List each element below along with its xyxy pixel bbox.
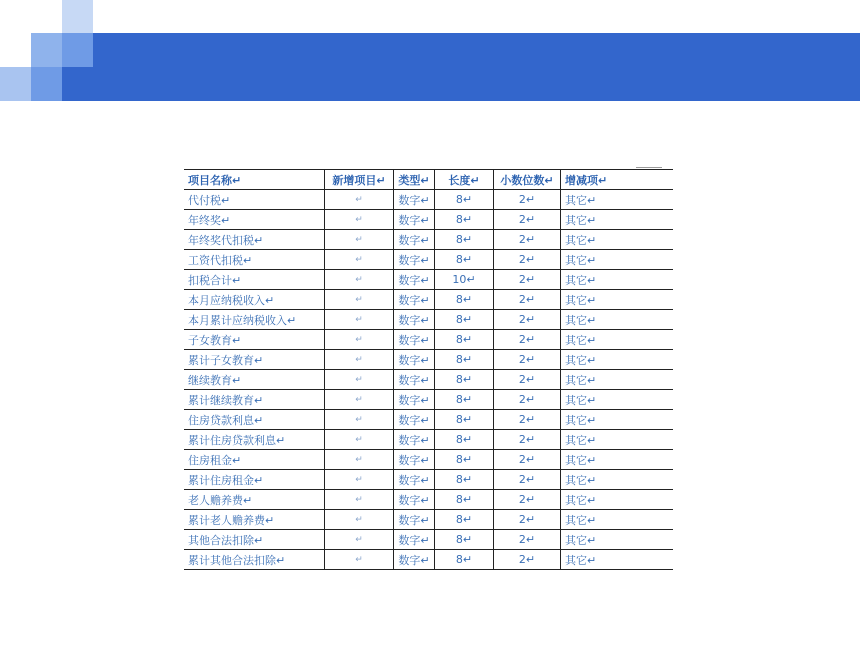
- table-corner-mark: [636, 167, 662, 168]
- cell-new-item: ↵: [325, 350, 394, 370]
- header-type: 类型↵: [394, 170, 435, 190]
- cell-item-name: 累计住房贷款利息↵: [184, 430, 325, 450]
- cell-item-name: 累计继续教育↵: [184, 390, 325, 410]
- table-row: [184, 550, 673, 570]
- cell-length: 8↵: [435, 470, 494, 490]
- cell-new-item: ↵: [325, 370, 394, 390]
- cell-length: 8↵: [435, 230, 494, 250]
- table-row: [184, 450, 673, 470]
- cell-length: 8↵: [435, 390, 494, 410]
- decor-square: [31, 67, 62, 101]
- cell-length: 8↵: [435, 510, 494, 530]
- cell-type: 数字↵: [394, 390, 435, 410]
- cell-new-item: ↵: [325, 550, 394, 570]
- cell-decimals: 2↵: [494, 390, 561, 410]
- cell-decimals: 2↵: [494, 550, 561, 570]
- cell-new-item: ↵: [325, 410, 394, 430]
- cell-new-item: ↵: [325, 530, 394, 550]
- cell-type: 数字↵: [394, 310, 435, 330]
- cell-adjust: 其它↵: [561, 230, 674, 250]
- table-row: [184, 350, 673, 370]
- header-new-item: 新增项目↵: [325, 170, 394, 190]
- cell-item-name: 扣税合计↵: [184, 270, 325, 290]
- fields-table-container: [184, 169, 673, 570]
- header-length: 长度↵: [435, 170, 494, 190]
- table-row: [184, 230, 673, 250]
- cell-length: 8↵: [435, 450, 494, 470]
- cell-new-item: ↵: [325, 330, 394, 350]
- cell-new-item: ↵: [325, 290, 394, 310]
- table-row: [184, 290, 673, 310]
- header-item-name: 项目名称↵: [184, 170, 325, 190]
- header-banner: [62, 33, 860, 101]
- cell-length: 8↵: [435, 250, 494, 270]
- table-row: [184, 470, 673, 490]
- cell-new-item: ↵: [325, 250, 394, 270]
- cell-new-item: ↵: [325, 190, 394, 210]
- cell-length: 8↵: [435, 490, 494, 510]
- cell-new-item: ↵: [325, 510, 394, 530]
- table-row: [184, 410, 673, 430]
- cell-decimals: 2↵: [494, 190, 561, 210]
- cell-length: 8↵: [435, 190, 494, 210]
- cell-type: 数字↵: [394, 490, 435, 510]
- cell-length: 8↵: [435, 210, 494, 230]
- cell-decimals: 2↵: [494, 430, 561, 450]
- cell-item-name: 子女教育↵: [184, 330, 325, 350]
- cell-item-name: 累计住房租金↵: [184, 470, 325, 490]
- table-row: [184, 430, 673, 450]
- table-header-row: [184, 170, 673, 190]
- cell-adjust: 其它↵: [561, 290, 674, 310]
- cell-new-item: ↵: [325, 450, 394, 470]
- cell-type: 数字↵: [394, 210, 435, 230]
- cell-length: 8↵: [435, 430, 494, 450]
- table-row: [184, 250, 673, 270]
- cell-adjust: 其它↵: [561, 470, 674, 490]
- cell-type: 数字↵: [394, 190, 435, 210]
- cell-item-name: 累计子女教育↵: [184, 350, 325, 370]
- cell-item-name: 累计老人赡养费↵: [184, 510, 325, 530]
- cell-decimals: 2↵: [494, 510, 561, 530]
- cell-adjust: 其它↵: [561, 490, 674, 510]
- cell-adjust: 其它↵: [561, 390, 674, 410]
- cell-adjust: 其它↵: [561, 310, 674, 330]
- cell-decimals: 2↵: [494, 490, 561, 510]
- fields-table: [184, 169, 673, 570]
- cell-item-name: 代付税↵: [184, 190, 325, 210]
- cell-decimals: 2↵: [494, 250, 561, 270]
- cell-length: 8↵: [435, 550, 494, 570]
- cell-length: 8↵: [435, 290, 494, 310]
- header-adjust: 增减项↵: [561, 170, 674, 190]
- cell-adjust: 其它↵: [561, 430, 674, 450]
- cell-decimals: 2↵: [494, 470, 561, 490]
- cell-type: 数字↵: [394, 330, 435, 350]
- table-row: [184, 210, 673, 230]
- cell-decimals: 2↵: [494, 450, 561, 470]
- cell-type: 数字↵: [394, 510, 435, 530]
- table-row: [184, 530, 673, 550]
- cell-item-name: 本月应纳税收入↵: [184, 290, 325, 310]
- cell-item-name: 住房贷款利息↵: [184, 410, 325, 430]
- table-row: [184, 510, 673, 530]
- cell-item-name: 年终奖↵: [184, 210, 325, 230]
- cell-type: 数字↵: [394, 250, 435, 270]
- cell-new-item: ↵: [325, 210, 394, 230]
- table-row: [184, 310, 673, 330]
- cell-length: 8↵: [435, 410, 494, 430]
- cell-adjust: 其它↵: [561, 270, 674, 290]
- cell-type: 数字↵: [394, 290, 435, 310]
- cell-decimals: 2↵: [494, 410, 561, 430]
- cell-new-item: ↵: [325, 270, 394, 290]
- table-row: [184, 330, 673, 350]
- cell-length: 8↵: [435, 310, 494, 330]
- cell-length: 10↵: [435, 270, 494, 290]
- table-row: [184, 270, 673, 290]
- cell-type: 数字↵: [394, 350, 435, 370]
- cell-new-item: ↵: [325, 470, 394, 490]
- cell-type: 数字↵: [394, 530, 435, 550]
- cell-item-name: 累计其他合法扣除↵: [184, 550, 325, 570]
- cell-adjust: 其它↵: [561, 250, 674, 270]
- decor-square: [62, 33, 93, 67]
- cell-type: 数字↵: [394, 450, 435, 470]
- cell-type: 数字↵: [394, 430, 435, 450]
- decor-square: [62, 0, 93, 33]
- cell-adjust: 其它↵: [561, 530, 674, 550]
- table-row: [184, 370, 673, 390]
- table-row: [184, 490, 673, 510]
- header-decimals: 小数位数↵: [494, 170, 561, 190]
- cell-new-item: ↵: [325, 490, 394, 510]
- cell-adjust: 其它↵: [561, 350, 674, 370]
- cell-type: 数字↵: [394, 370, 435, 390]
- cell-adjust: 其它↵: [561, 510, 674, 530]
- cell-new-item: ↵: [325, 430, 394, 450]
- cell-adjust: 其它↵: [561, 330, 674, 350]
- cell-type: 数字↵: [394, 230, 435, 250]
- cell-new-item: ↵: [325, 390, 394, 410]
- cell-length: 8↵: [435, 350, 494, 370]
- cell-length: 8↵: [435, 330, 494, 350]
- cell-type: 数字↵: [394, 550, 435, 570]
- cell-decimals: 2↵: [494, 370, 561, 390]
- cell-length: 8↵: [435, 370, 494, 390]
- cell-item-name: 继续教育↵: [184, 370, 325, 390]
- cell-adjust: 其它↵: [561, 370, 674, 390]
- cell-adjust: 其它↵: [561, 550, 674, 570]
- cell-adjust: 其它↵: [561, 450, 674, 470]
- cell-item-name: 老人赡养费↵: [184, 490, 325, 510]
- cell-decimals: 2↵: [494, 530, 561, 550]
- cell-decimals: 2↵: [494, 350, 561, 370]
- cell-decimals: 2↵: [494, 290, 561, 310]
- cell-type: 数字↵: [394, 470, 435, 490]
- table-row: [184, 390, 673, 410]
- cell-decimals: 2↵: [494, 210, 561, 230]
- cell-item-name: 其他合法扣除↵: [184, 530, 325, 550]
- cell-decimals: 2↵: [494, 310, 561, 330]
- cell-length: 8↵: [435, 530, 494, 550]
- cell-new-item: ↵: [325, 230, 394, 250]
- cell-adjust: 其它↵: [561, 210, 674, 230]
- cell-item-name: 住房租金↵: [184, 450, 325, 470]
- cell-decimals: 2↵: [494, 270, 561, 290]
- decor-square: [0, 67, 31, 101]
- cell-item-name: 工资代扣税↵: [184, 250, 325, 270]
- decor-square: [31, 33, 62, 67]
- cell-item-name: 本月累计应纳税收入↵: [184, 310, 325, 330]
- cell-adjust: 其它↵: [561, 190, 674, 210]
- cell-adjust: 其它↵: [561, 410, 674, 430]
- cell-item-name: 年终奖代扣税↵: [184, 230, 325, 250]
- table-row: [184, 190, 673, 210]
- cell-type: 数字↵: [394, 410, 435, 430]
- cell-type: 数字↵: [394, 270, 435, 290]
- cell-decimals: 2↵: [494, 330, 561, 350]
- cell-new-item: ↵: [325, 310, 394, 330]
- cell-decimals: 2↵: [494, 230, 561, 250]
